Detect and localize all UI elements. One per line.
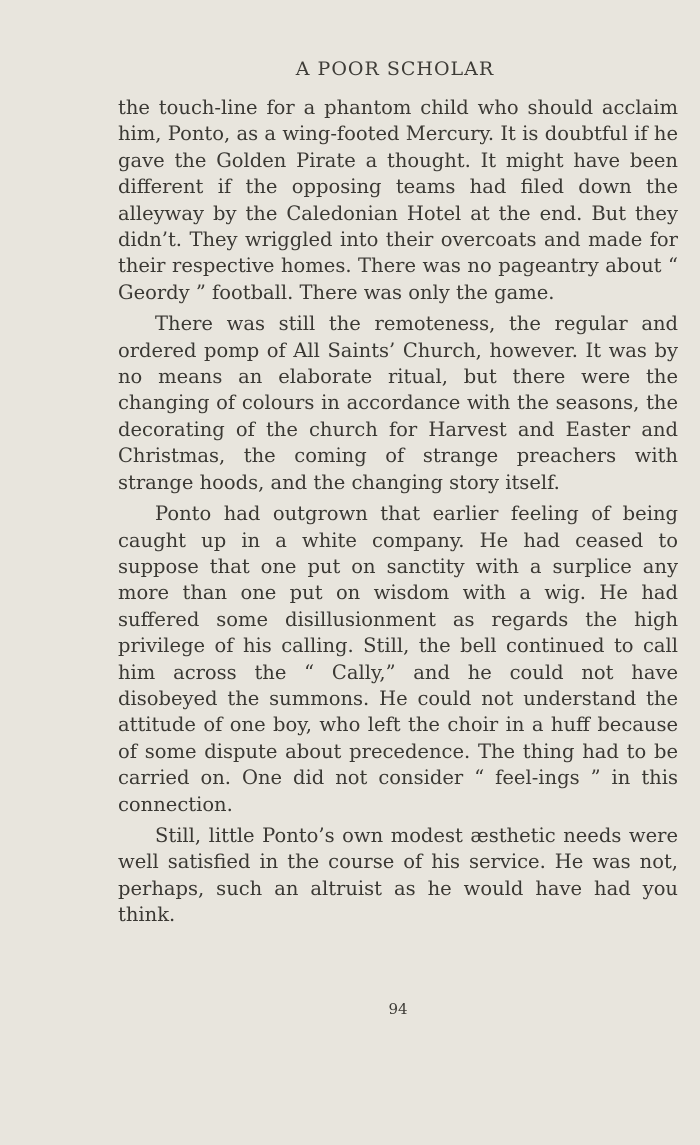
running-head: A POOR SCHOLAR <box>295 58 495 80</box>
paragraph: There was still the remoteness, the regular and ordered pomp of All Saints’ Church, however. It was by no means an elaborate ritual, but there were the changing of colours in accordance with the seasons, the decorating of the church for Harvest and Easter and Christmas, the coming of strange preachers with strange hoods, and the changing story itself. <box>118 312 678 494</box>
body-text <box>118 95 678 929</box>
paragraph: Ponto had outgrown that earlier feeling of being caught up in a white company. He had ceased to suppose that one put on sanctity with a surplice any more than one put on wisdom with a wig. He had suffered some disillusionment as regards the high privilege of his calling. Still, the bell continued to call him across the “ Cally,” and he could not have disobeyed the summons. He could not understand the attitude of one boy, who left the choir in a huff because of some dispute about precedence. The thing had to be carried on. One did not consider “ feel-ings ” in this connection. <box>118 502 678 816</box>
paragraph-continued: the touch-line for a phantom child who should acclaim him, Ponto, as a wing-footed Mercury. It is doubtful if he gave the Golden Pirate a thought. It might have been different if the opposing teams had filed down the alleyway by the Caledonian Hotel at the end. But they didn’t. They wriggled into their overcoats and made for their respective homes. There was no pageantry about “ Geordy ” football. There was only the game. <box>118 96 678 304</box>
paragraph: Still, little Ponto’s own modest æsthetic needs were well satisfied in the course of his service. He was not, perhaps, such an altruist as he would have had you think. <box>118 823 678 927</box>
page-number: 94 <box>388 1000 408 1018</box>
